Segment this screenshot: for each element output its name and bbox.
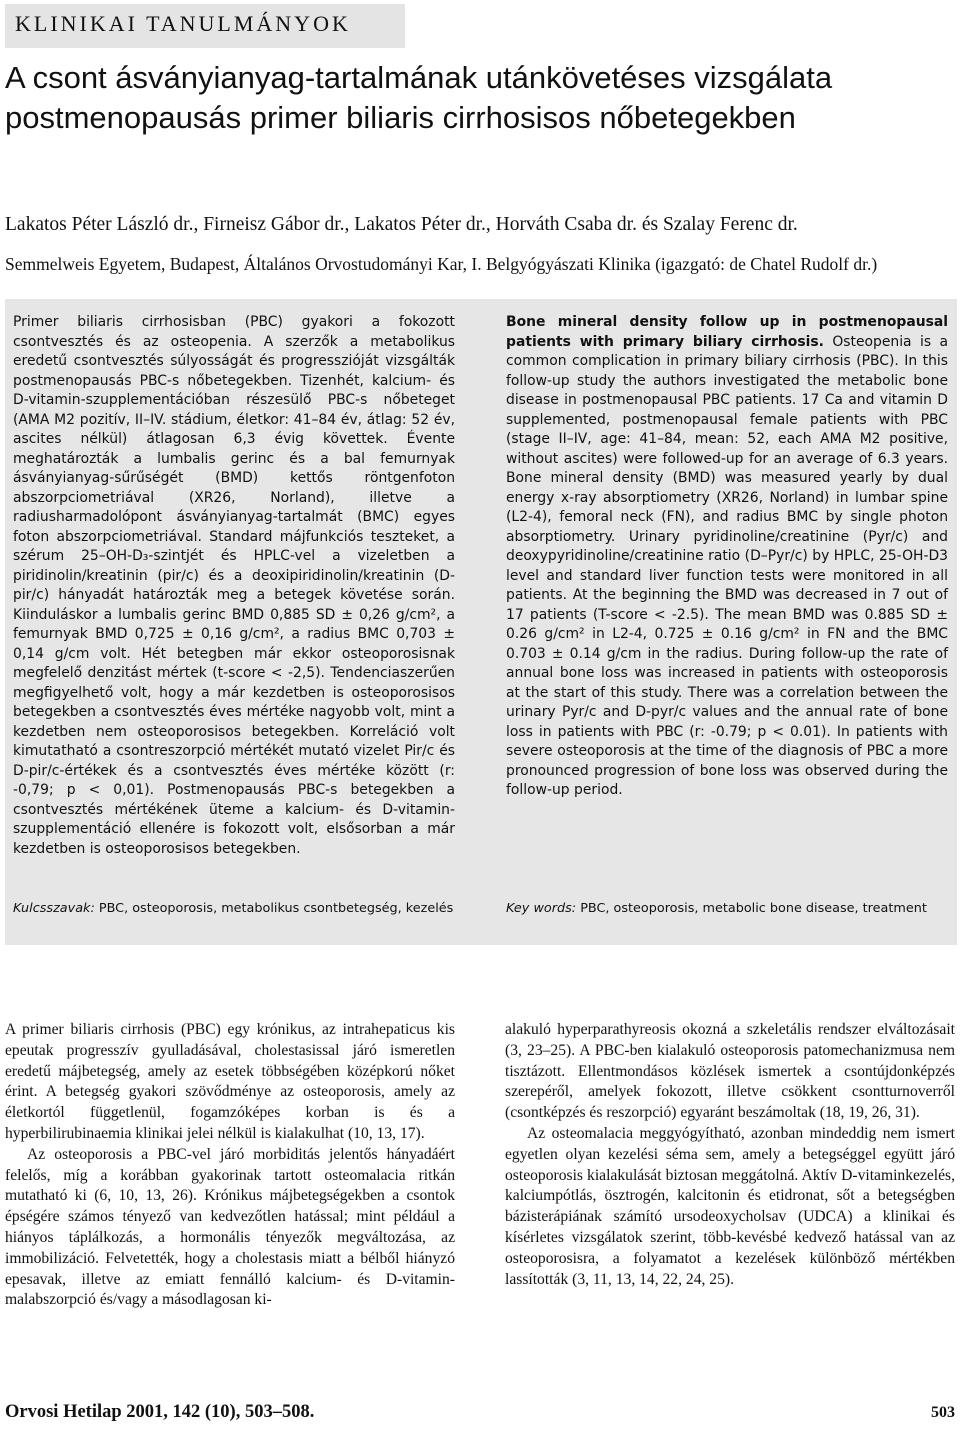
keywords-hungarian	[13, 899, 455, 918]
keywords-english	[506, 899, 948, 918]
body-column-right	[505, 1020, 955, 1290]
abstract-en-lead: Bone mineral density follow up in postmenopausal patients with primary biliary cirrhosis.	[506, 314, 948, 350]
body-paragraph: A primer biliaris cirrhosis (PBC) egy krónikus, az intrahepaticus kis epeutak progresszív gyulladásával, cholestasissal járó ismeretlen eredetű májbetegség, amely az esetek többségében középkorú nőket érint. A betegség gyakori szövődménye az osteoporosis, amely az életkortól függetlenül, fogamzóképes korban is és a hyperbilirubinaemia klinikai jelei nélkül is kialakulhat (10, 13, 17).	[5, 1021, 455, 1142]
abstract-hungarian	[13, 313, 455, 859]
author-list: Lakatos Péter László dr., Firneisz Gábor dr., Lakatos Péter dr., Horváth Csaba dr. és Szalay Ferenc dr.	[5, 214, 798, 235]
body-paragraph: alakuló hyperparathyreosis okozná a szkeletális rendszer elváltozásait (3, 23–25). A PBC-ben kialakuló osteoporosis patomechanizmusa nem tisztázott. Ellentmondásos közlések ismertek a csontújdonképzés szerepéről, amelyek fokozott, illetve csökkent csontturnoverről (csontképzés és reszorpció) egyaránt beszámoltak (18, 19, 26, 31).	[505, 1021, 955, 1122]
abstract-en-text: Osteopenia is a common complication in primary biliary cirrhosis (PBC). In this follow-up study the authors investigated the metabolic bone disease in postmenopausal PBC patients. 17 Ca and vitamin D supplemented, postmenopausal female patients with PBC (stage II–IV, age: 41–84, mean: 52, each AMA M2 positive, without ascites) were followed-up for an average of 6.3 years. Bone mineral density (BMD) was measured yearly by dual energy x-ray absorptiometry (XR26, Norland) in lumbar spine (L2-4), femoral neck (FN), and radius BMC by single photon absorptiometry. Urinary pyridinoline/creatinine (Pyr/c) and deoxypyridinoline/creatinine ratio (D–Pyr/c) by HPLC, 25-OH-D3 level and standard liver function tests were monitored in all patients. At the beginning the BMD was decreased in 7 out of 17 patients (T-score < -2.5). The mean BMD was 0.885 SD ± 0.26 g/cm² in L2-4, 0.725 ± 0.16 g/cm² in FN and the BMC 0.703 ± 0.14 g/cm in the radius. During follow-up the rate of annual bone loss was increased in patients with osteoporosis at the start of this study. There was a correlation between the urinary Pyr/c and D-pyr/c values and the annual rate of bone loss in patients with PBC (r: -0.79; p < 0.01). In patients with severe osteoporosis at the time of the diagnosis of PBC a more pronounced progression of bone loss was observed during the follow-up period.	[506, 333, 949, 798]
keywords-hu-text: PBC, osteoporosis, metabolikus csontbetegség, kezelés	[98, 901, 454, 916]
section-tag: KLINIKAI TANULMÁNYOK	[5, 4, 405, 48]
journal-citation: Orvosi Hetilap 2001, 142 (10), 503–508.	[5, 1402, 315, 1422]
page-number: 503	[931, 1404, 955, 1421]
body-column-left	[5, 1020, 455, 1311]
abstract-english	[506, 313, 948, 801]
keywords-hu-label: Kulcsszavak:	[13, 901, 95, 916]
article-title: A csont ásványianyag-tartalmának utánkövetéses vizsgálata postmenopausás primer biliaris cirrhosisos nőbetegekben	[5, 60, 833, 135]
keywords-en-label: Key words:	[506, 901, 577, 916]
body-paragraph: Az osteomalacia meggyógyítható, azonban mindeddig nem ismert egyetlen olyan kezelési séma sem, amely a betegséggel együtt járó osteoporosis kialakulását biztosan meggátolná. Aktív D-vitaminkezelés, kalciumpótlás, ösztrogén, kalcitonin és etidronat, sőt a betegségben bázisterápiának számító ursodeoxycholsav (UDCA) a klinikai és kísérletes vizsgálatok szerint, több-kevésbé kedvező hatással van az osteoporosisra, a folyamatot a kezelések különböző mértékben lassították (3, 11, 13, 14, 22, 24, 25).	[505, 1124, 955, 1288]
abstract-en-paragraph	[506, 313, 948, 801]
keywords-en-text: PBC, osteoporosis, metabolic bone disease, treatment	[580, 901, 927, 916]
affiliation: Semmelweis Egyetem, Budapest, Általános Orvostudományi Kar, I. Belgyógyászati Klinika (igazgató: de Chatel Rudolf dr.)	[5, 254, 878, 274]
abstract-hu-text: Primer biliaris cirrhosisban (PBC) gyakori a fokozott csontvesztés és az osteopenia. A szerzők a metabolikus eredetű csontvesztés súlyosságát és progresszióját vizsgálták postmenopausás PBC-s nőbetegekben. Tizenhét, kalcium- és D-vitamin-szupplementációban részesülő PBC-s nőbeteget (AMA M2 pozitív, II–IV. stádium, életkor: 41–84 év, átlag: 52 év, ascites nélkül) átlagosan 6,3 évig követtek. Évente meghatározták a lumbalis gerinc és a bal femurnyak ásványianyag-sűrűségét (BMD) kettős röntgenfoton abszorpciometriával (XR26, Norland), illetve a radiusharmadolópont ásványianyag-tartalmát (BMC) egyes foton abszorpciometriával. Standard májfunkciós teszteket, a szérum 25–OH-D₃-szintjét és HPLC-vel a vizeletben a piridinolin/kreatinin (pir/c) és a deoxipiridinolin/kreatinin (D-pir/c) hányadát határozták meg a betegek követése során. Kiinduláskor a lumbalis gerinc BMD 0,885 SD ± 0,26 g/cm², a femurnyak BMD 0,725 ± 0,16 g/cm², a radius BMC 0,703 ± 0,14 g/cm volt. Hét betegben már ekkor osteoporosisnak megfelelő denzitást mértek (t-score < -2,5). Tendenciaszerűen megfigyelhető volt, hogy a már kezdetben is osteoporosisos betegekben a csontvesztés éves mértéke nagyobb volt, mint a kezdetben nem osteoporosisos betegekben. Korreláció volt kimutatható a csontreszorpció mértékét mutató vizelet Pir/c és D-pir/c-értékek és a csontvesztés éves mértéke között (r: -0,79; p < 0,01). Postmenopausás PBC-s betegekben a csontvesztés mértékének üteme a kalcium- és D-vitamin-szupplementáció ellenére is fokozott volt, elsősorban a már kezdetben is osteoporosisos betegekben.	[13, 314, 455, 857]
abstract-box	[5, 299, 957, 945]
body-paragraph: Az osteoporosis a PBC-vel járó morbiditás jelentős hányadáért felelős, míg a korábban gyakorinak tartott osteomalacia ritkán mutatható ki (6, 10, 13, 26). Krónikus májbetegségekben a csontok épségére számos tényező van kedvezőtlen hatással; mint például a hiányos táplálkozás, a hormonális tényezők megváltozása, az immobilizáció. Felvetették, hogy a cholestasis miatt a bélből hiányzó epesavak, illetve az emiatt fennálló kalcium- és D-vitamin-malabszorpció és/vagy a másodlagosan ki-	[5, 1145, 455, 1309]
